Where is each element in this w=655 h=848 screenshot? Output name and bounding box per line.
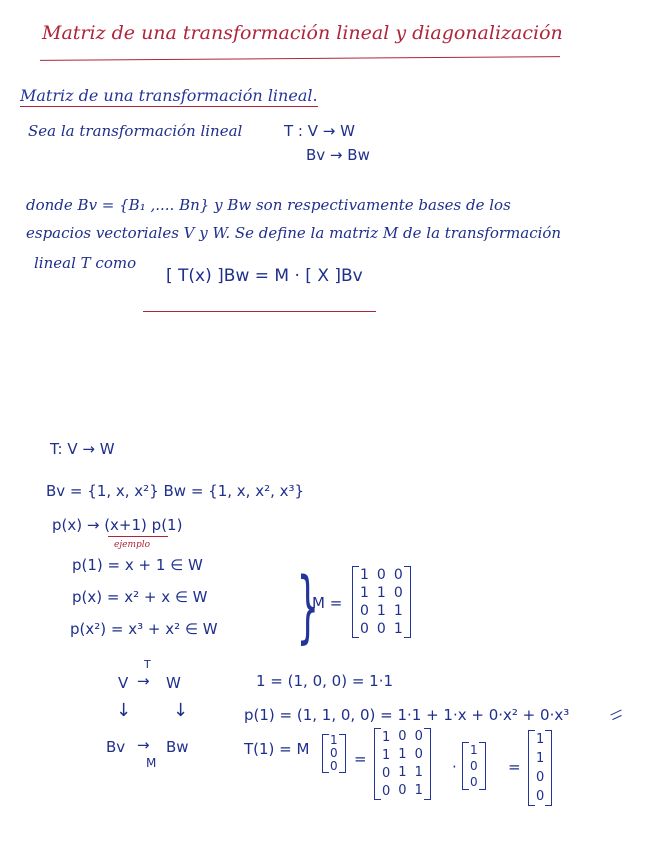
diagram-arrow-right: ↓ — [173, 700, 189, 721]
example-bases: Bv = {1, x, x²} Bw = {1, x, x², x³} — [46, 482, 305, 500]
diagram-arrow-left: ↓ — [116, 700, 132, 721]
diagram-w: W — [166, 674, 181, 692]
section-divider — [143, 311, 376, 312]
diagram-m: M — [146, 756, 157, 770]
brace-glyph: } — [296, 562, 319, 652]
diagram-arrow-top: → — [137, 672, 150, 690]
matrix-m-label: M = — [312, 594, 343, 612]
intro-text: Sea la transformación lineal — [28, 122, 243, 140]
p-x2-eq: p(x²) = x³ + x² ∈ W — [70, 620, 218, 638]
one-vector-line: 1 = (1, 0, 0) = 1·1 — [256, 672, 394, 690]
t-one-prefix: T(1) = M — [244, 740, 310, 758]
vector-in: 1 0 0 — [326, 734, 342, 773]
map-line-1: T : V → W — [284, 122, 355, 140]
map-line-2: Bv → Bw — [306, 146, 370, 164]
definition-formula: [ T(x) ]Bw = M · [ X ]Bv — [166, 266, 363, 286]
ejemplo-underline — [108, 536, 168, 537]
p-x-eq: p(x) = x² + x ∈ W — [72, 588, 208, 606]
example-map: T: V → W — [50, 440, 115, 458]
multiply-dot: · — [452, 758, 457, 776]
definition-line-3: lineal T como — [34, 254, 137, 272]
definition-line-1: donde Bv = {B₁ ,.... Bn} y Bw son respectivamente bases de los — [26, 196, 511, 214]
diagram-bv: Bv — [106, 738, 126, 756]
section-heading: Matriz de una transformación lineal. — [20, 86, 318, 105]
diagram-bw: Bw — [166, 738, 189, 756]
ejemplo-label: ejemplo — [114, 540, 151, 550]
definition-line-2: espacios vectoriales V y W. Se define la matriz M de la transformación — [26, 224, 562, 242]
p-one-eq: p(1) = x + 1 ∈ W — [72, 556, 203, 574]
matrix-m-repeat: 1 0 0 1 1 0 0 1 1 0 0 1 — [378, 728, 427, 800]
diagram-t: T — [144, 658, 151, 671]
equals-2: = — [508, 758, 521, 776]
matrix-m — [356, 566, 407, 638]
example-px: p(x) → (x+1) p(1) — [52, 516, 183, 534]
vector-out: 1 1 0 0 — [532, 730, 548, 806]
vector-mul: 1 0 0 — [466, 742, 482, 790]
equals-1: = — [354, 750, 367, 768]
title-underline — [40, 56, 560, 61]
check-mark-2 — [612, 715, 621, 720]
page-title: Matriz de una transformación lineal y diagonalización — [42, 22, 563, 44]
diagram-arrow-bottom: → — [137, 736, 150, 754]
diagram-v: V — [118, 674, 129, 692]
matrix-m-table: 1 0 0 1 1 0 0 1 1 0 0 1 — [360, 567, 403, 637]
p-one-vector-line: p(1) = (1, 1, 0, 0) = 1·1 + 1·x + 0·x² + 0·x³ — [244, 706, 570, 724]
